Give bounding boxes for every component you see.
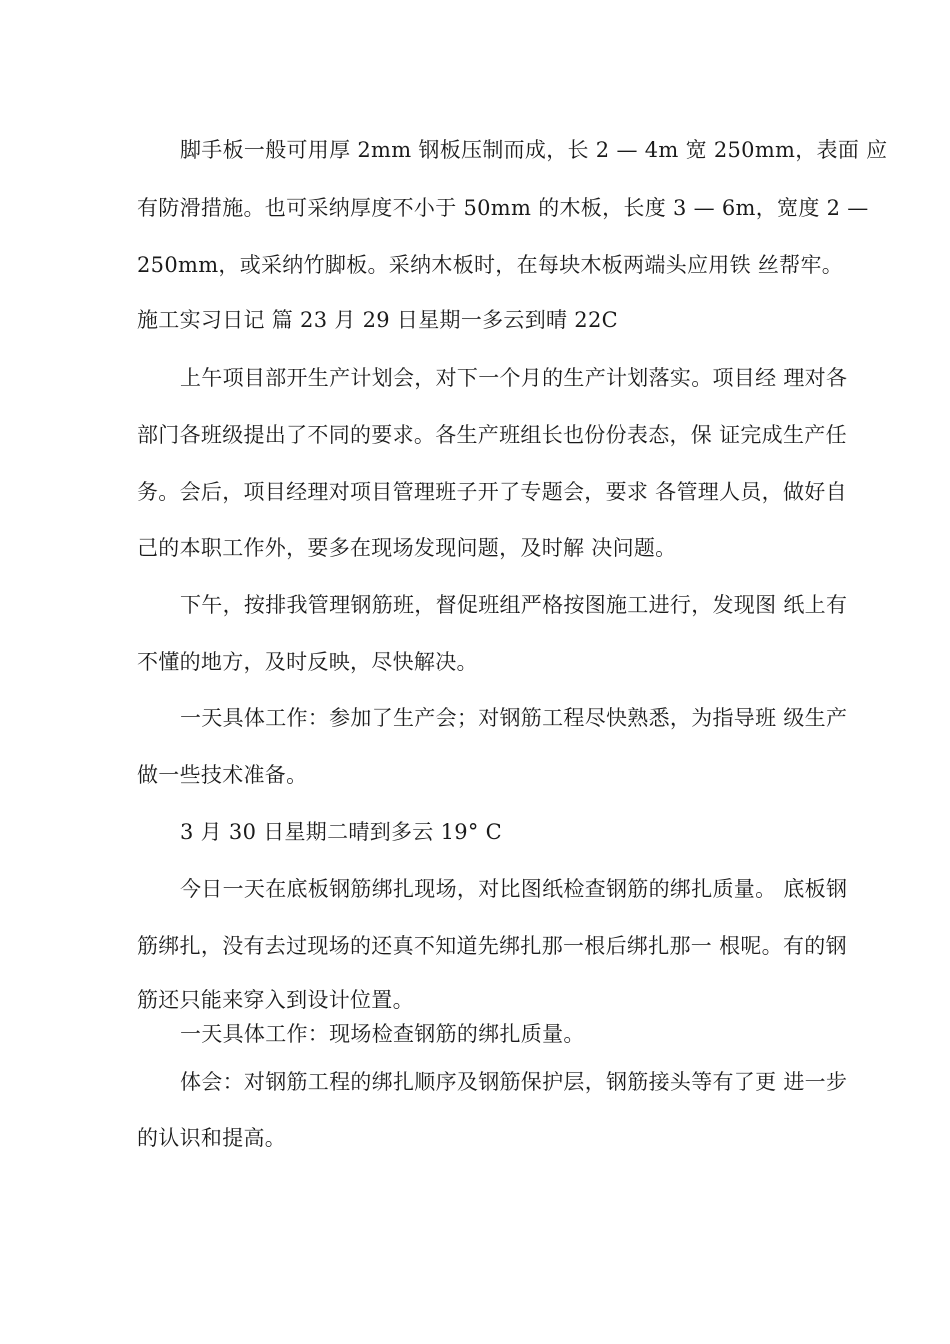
text-line: 筋还只能来穿入到设计位置。 bbox=[137, 988, 414, 1012]
text-line: 己的本职工作外，要多在现场发现问题，及时解 决问题。 bbox=[137, 536, 677, 560]
text-line: 体会：对钢筋工程的绑扎顺序及钢筋保护层，钢筋接头等有了更 进一步 bbox=[180, 1070, 848, 1094]
text-line: 务。会后，项目经理对项目管理班子开了专题会，要求 各管理人员，做好自 bbox=[137, 480, 847, 504]
text-line: 部门各班级提出了不同的要求。各生产班组长也份份表态，保 证完成生产任 bbox=[137, 423, 847, 447]
text-line: 一天具体工作：现场检查钢筋的绑扎质量。 bbox=[180, 1022, 585, 1046]
text-line: 做一些技术准备。 bbox=[137, 763, 308, 787]
text-line: 筋绑扎，没有去过现场的还真不知道先绑扎那一根后绑扎那一 根呢。有的钢 bbox=[137, 934, 847, 958]
text-line: 脚手板一般可用厚 2mm 钢板压制而成，长 2 — 4m 宽 250mm，表面 应 bbox=[180, 138, 888, 162]
date-heading: 3 月 30 日星期二晴到多云 19° C bbox=[180, 820, 503, 844]
section-heading: 施工实习日记 篇 23 月 29 日星期一多云到晴 22C bbox=[137, 308, 618, 332]
text-line: 一天具体工作：参加了生产会；对钢筋工程尽快熟悉，为指导班 级生产 bbox=[180, 706, 848, 730]
text-line: 250mm，或采纳竹脚板。采纳木板时，在每块木板两端头应用铁 丝帮牢。 bbox=[137, 253, 844, 277]
text-line: 的认识和提高。 bbox=[137, 1126, 287, 1150]
text-line: 今日一天在底板钢筋绑扎现场，对比图纸检查钢筋的绑扎质量。 底板钢 bbox=[180, 877, 848, 901]
text-line: 不懂的地方，及时反映，尽快解决。 bbox=[137, 650, 478, 674]
text-line: 上午项目部开生产计划会，对下一个月的生产计划落实。项目经 理对各 bbox=[180, 366, 848, 390]
text-line: 有防滑措施。也可采纳厚度不小于 50mm 的木板，长度 3 — 6m，宽度 2 — bbox=[137, 196, 869, 220]
text-line: 下午，按排我管理钢筋班，督促班组严格按图施工进行，发现图 纸上有 bbox=[180, 593, 848, 617]
